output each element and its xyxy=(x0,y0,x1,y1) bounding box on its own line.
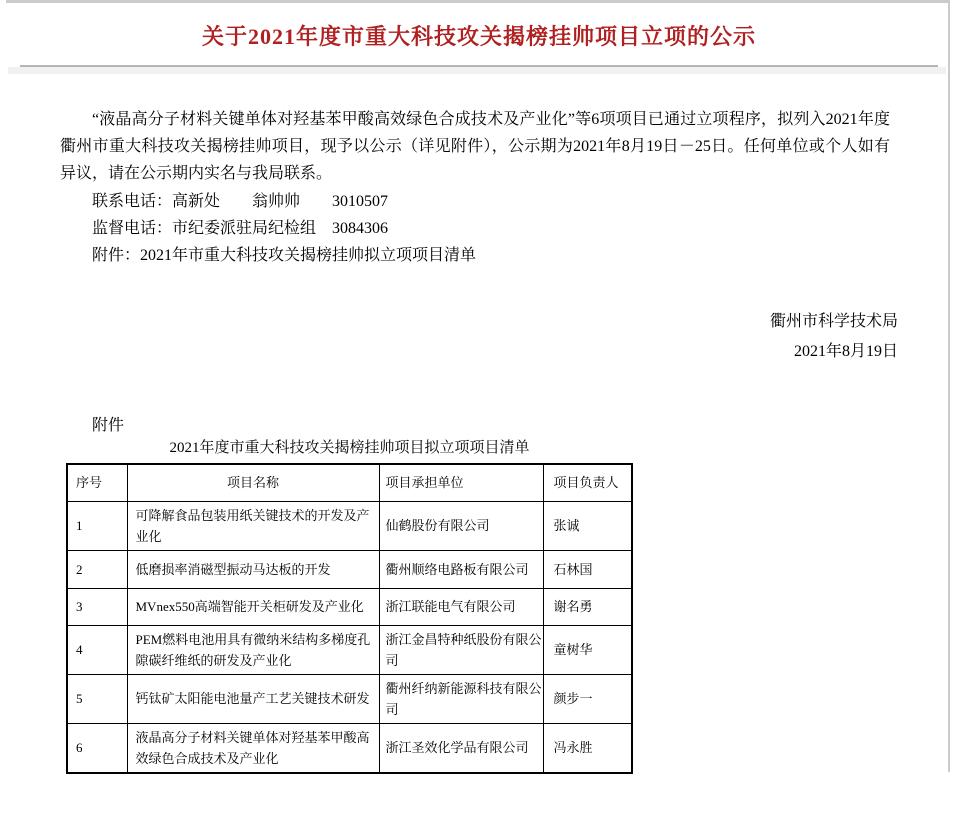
header-undertaking-org: 项目承担单位 xyxy=(379,464,543,501)
supervision-phone-line: 监督电话：市纪委派驻局纪检组 3084306 xyxy=(92,220,389,237)
row-project-leader: 冯永胜 xyxy=(543,723,632,773)
row-seq: 4 xyxy=(67,625,127,674)
table-row xyxy=(67,550,632,588)
row-undertaking-org: 浙江圣效化学品有限公司 xyxy=(379,723,543,773)
row-project-name: 可降解食品包装用纸关键技术的开发及产业化 xyxy=(127,501,379,550)
row-project-leader: 谢名勇 xyxy=(543,588,632,625)
row-undertaking-org: 衢州顺络电路板有限公司 xyxy=(379,550,543,588)
page-right-border xyxy=(948,0,950,772)
title-divider xyxy=(0,65,958,74)
attachment-label: 附件 xyxy=(92,417,125,434)
row-project-leader: 童树华 xyxy=(543,625,632,674)
table-row xyxy=(67,588,632,625)
project-list-table xyxy=(66,463,633,774)
page-top-border xyxy=(6,0,950,3)
row-project-name: 液晶高分子材料关键单体对羟基苯甲酸高效绿色合成技术及产业化 xyxy=(127,723,379,773)
row-project-name: 低磨损率消磁型振动马达板的开发 xyxy=(127,550,379,588)
table-row xyxy=(67,674,632,723)
table-row xyxy=(67,501,632,550)
header-seq: 序号 xyxy=(67,464,127,501)
contact-phone-line: 联系电话：高新处 翁帅帅 3010507 xyxy=(92,193,389,210)
contact-block xyxy=(60,188,890,269)
row-project-name: 钙钛矿太阳能电池量产工艺关键技术研发 xyxy=(127,674,379,723)
signature-block xyxy=(770,307,898,367)
row-seq: 1 xyxy=(67,501,127,550)
row-project-leader: 颜步一 xyxy=(543,674,632,723)
row-seq: 2 xyxy=(67,550,127,588)
attachment-reference-line: 附件：2021年市重大科技攻关揭榜挂帅拟立项项目清单 xyxy=(92,247,477,264)
row-undertaking-org: 浙江联能电气有限公司 xyxy=(379,588,543,625)
table-title: 2021年度市重大科技攻关揭榜挂帅项目拟立项项目清单 xyxy=(169,440,530,456)
row-seq: 6 xyxy=(67,723,127,773)
page-title: 关于2021年度市重大科技攻关揭榜挂帅项目立项的公示 xyxy=(201,24,756,49)
table-row xyxy=(67,723,632,773)
row-project-leader: 张诚 xyxy=(543,501,632,550)
row-undertaking-org: 衢州纤纳新能源科技有限公司 xyxy=(379,674,543,723)
row-undertaking-org: 浙江金昌特种纸股份有限公司 xyxy=(379,625,543,674)
row-project-name: PEM燃料电池用具有微纳米结构多梯度孔隙碳纤维纸的研发及产业化 xyxy=(127,625,379,674)
issuing-agency: 衢州市科学技术局 xyxy=(769,313,898,330)
row-project-leader: 石林国 xyxy=(543,550,632,588)
divider-shadow-band xyxy=(8,67,946,74)
header-project-name: 项目名称 xyxy=(127,464,379,501)
table-header-row xyxy=(67,464,632,501)
announcement-paragraph: “液晶高分子材料关键单体对羟基苯甲酸高效绿色合成技术及产业化”等6项项目已通过立项程序，拟列入2021年度衢州市重大科技攻关揭榜挂帅项目，现予以公示（详见附件），公示期为2021年8月19日－25日。任何单位或个人如有异议，请在公示期内实名与我局联系。 xyxy=(60,111,890,182)
row-project-name: MVnex550高端智能开关柜研发及产业化 xyxy=(127,588,379,625)
row-seq: 3 xyxy=(67,588,127,625)
row-seq: 5 xyxy=(67,674,127,723)
issue-date: 2021年8月19日 xyxy=(793,343,898,360)
row-undertaking-org: 仙鹤股份有限公司 xyxy=(379,501,543,550)
header-project-leader: 项目负责人 xyxy=(543,464,632,501)
table-row xyxy=(67,625,632,674)
